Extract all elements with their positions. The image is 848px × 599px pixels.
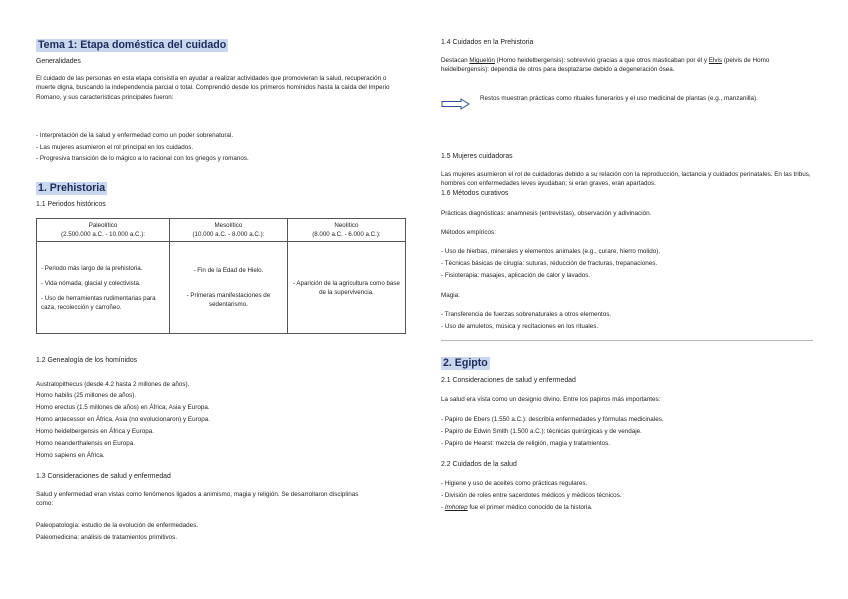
genealogia-heading: 1.2 Genealogía de los homínidos [36,357,138,364]
mesolitico-cell: - Fin de la Edad de Hielo. - Primeras manifestaciones de sedentarismo. [170,242,288,334]
magia-item: - Transferencia de fuerzas sobrenaturales a otros elementos. [441,311,612,318]
empiricos-item: - Uso de hierbas, minerales y elementos animales (e.g., curare, hierro molido). [441,248,661,255]
periodos-heading: 1.1 Periodos históricos [36,201,106,208]
cuidados-salud-heading: 2.2 Cuidados de la salud [441,461,517,468]
generalidades-heading: Generalidades [36,58,81,65]
neolitico-header: Neolítico (8.000 a.C. - 6.000 a.C.): [287,219,405,242]
neolitico-cell: - Aparición de la agricultura como base de la supervivencia. [287,242,405,334]
genealogia-item: Australopithecus (desde 4.2 hasta 2 millones de años). [36,381,190,388]
cuidados-item: - División de roles entre sacerdotes médicos y médicos técnicos. [441,492,622,499]
mesolitico-header: Mesolítico (10.000 a.C. - 8.000 a.C.): [170,219,288,242]
periods-table [36,218,406,334]
paleolitico-cell: - Periodo más largo de la prehistoria. - Vida nómada, glacial y colectivista. - Uso de herramientas rudimentarias para caza, recolección y carroñeo. [37,242,170,334]
genealogia-item: Homo heidelbergensis en África y Europa. [36,428,154,435]
mujeres-paragraph: Las mujeres asumieron el rol de cuidadoras debido a su relación con la reproducción, lactancia y cuidados perinatales. En las tribus, hombres con enfermedades leves ayudaban; si eran graves, eran apartados. [441,171,811,188]
paleopatologia-item: Paleopatología: estudio de la evolución de enfermedades. [36,522,199,529]
genealogia-item: Homo habilis (25 millones de años). [36,392,137,399]
generalidades-bullet: - Las mujeres asumieron el rol principal en los cuidados. [36,144,194,151]
empiricos-item: - Fisioterapia: masajes, aplicación de calor y lavados. [441,272,591,279]
practicas-text: Prácticas diagnósticas: anamnesis (entrevistas), observación y adivinación. [441,210,652,217]
elvis-link: Elvis [708,57,723,64]
consideraciones-heading: 1.3 Consideraciones de salud y enfermedad [36,473,171,480]
destacan-paragraph: Destacan Miguelón (Homo heidelbergensis): sobrevivió gracias a que otros masticaban por él y Elvis (pelvis de Homo heidelbergensis): dependía de otros para desplazarse debido a degeneración ósea. [441,57,770,74]
generalidades-bullet: - Progresiva transición de lo mágico a lo racional con los griegos y romanos. [36,155,249,162]
tema-title: Tema 1: Etapa doméstica del cuidado [38,39,227,51]
papiro-item: - Papiro de Edwin Smith (1.500 a.C.): técnicas quirúrgicas y de vendaje. [441,428,642,435]
egipto-consideraciones-heading: 2.1 Consideraciones de salud y enfermedad [441,377,576,384]
papiro-item: - Papiro de Ebers (1.550 a.C.): describía enfermedades y fórmulas medicinales. [441,416,664,423]
paleolitico-header: Paleolítico (2.500.000 a.C. - 10.000 a.C.): [37,219,170,242]
empiricos-item: - Técnicas básicas de cirugía: suturas, reducción de fracturas, trepanaciones. [441,260,658,267]
papiro-item: - Papiro de Hearst: mezcla de religión, magia y tratamientos. [441,440,611,447]
paleomedicina-item: Paleomedicina: análisis de tratamientos primitivos. [36,534,178,541]
genealogia-item: Homo neanderthalensis en Europa. [36,440,136,447]
mujeres-heading: 1.5 Mujeres cuidadoras [441,153,513,160]
genealogia-item: Homo antecessor en África, Asia (no evolucionaron) y Europa. [36,416,210,423]
miguelon-link: Miguelón [469,57,495,64]
imhotep-item: - Imhotep fue el primer médico conocido de la historia. [441,504,593,511]
metodos-heading: 1.6 Métodos curativos [441,190,509,197]
cuidados-item: - Higiene y uso de aceites como prácticas regulares. [441,480,588,487]
section-divider [441,340,813,341]
egipto-title: 2. Egipto [443,357,488,369]
generalidades-bullet: - Interpretación de la salud y enfermedad como un poder sobrenatural. [36,132,234,139]
magia-item: - Uso de amuletos, música y recitaciones en los rituales. [441,323,599,330]
cuidados-prehistoria-heading: 1.4 Cuidados en la Prehistoria [441,39,534,46]
imhotep-link: Imhotep [444,504,468,511]
genealogia-item: Homo erectus (1.5 millones de años) en África, Asia y Europa. [36,404,210,411]
arrow-right-icon [441,98,471,110]
consideraciones-paragraph: Salud y enfermedad eran vistas como fenómenos ligados a animismo, magia y religión. Se desarrollaron disciplinas como: [36,491,359,508]
genealogia-item: Homo sapiens en África. [36,452,105,459]
magia-heading: Magia: [441,292,460,299]
empiricos-heading: Métodos empíricos: [441,229,496,236]
generalidades-paragraph: El cuidado de las personas en esta etapa consistía en ayudar a realizar actividades que promovieran la salud, recuperación o muerte digna, buscando la independencia parcial o total. Comprendió desde los primeros homínidos hasta la caída del Imperio Romano, y sus características principales fueron: [36,75,390,101]
prehistoria-title: 1. Prehistoria [38,182,106,194]
restos-paragraph: Restos muestran prácticas como rituales funerarios y el uso medicinal de plantas (e.g., manzanilla). [480,95,758,102]
egipto-consideraciones-text: La salud era vista como un designio divino. Entre los papiros más importantes: [441,396,661,403]
